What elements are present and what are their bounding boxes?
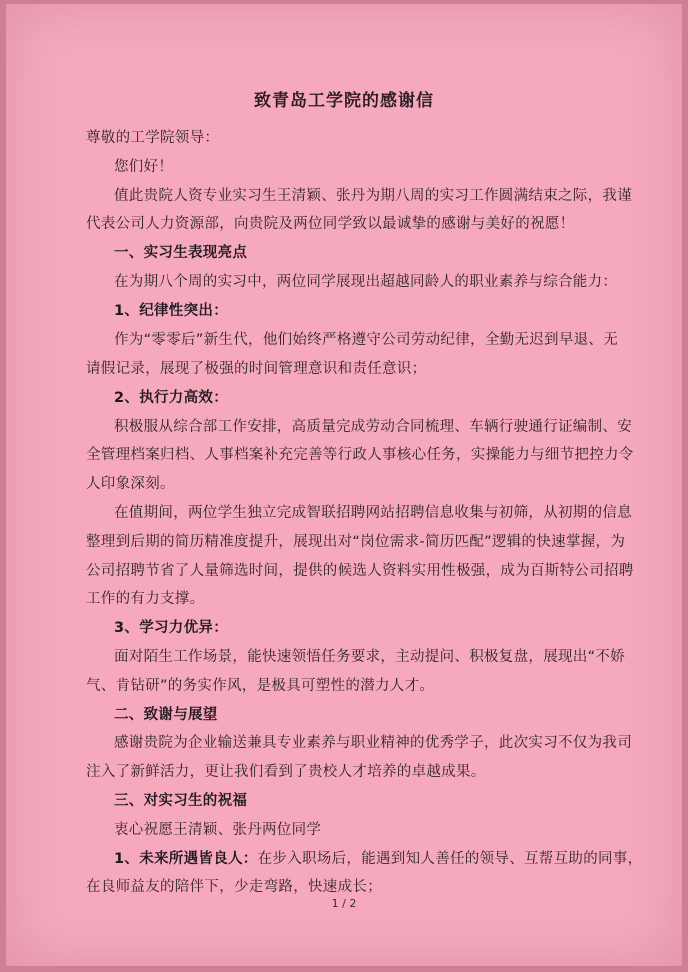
section2-line-2: 注入了新鲜活力，更让我们看到了贵校人才培养的卓越成果。	[86, 764, 486, 780]
letter-title: 致青岛工学院的感谢信	[254, 91, 434, 111]
section3-heading: 三、对实习生的祝福	[114, 793, 248, 809]
wish1-line-2: 在良师益友的陪伴下，少走弯路，快速成长；	[86, 879, 382, 895]
wish1-text: 在步入职场后，能遇到知人善任的领导、互帮互助的同事，	[257, 851, 643, 867]
intro-line-2: 代表公司人力资源部，向贵院及两位同学致以最诚挚的感谢与美好的祝愿！	[86, 216, 575, 232]
point3-line-1: 面对陌生工作场景，能快速领悟任务要求，主动提问、积极复盘，展现出“不娇	[114, 649, 626, 665]
point2b-line-4: 工作的有力支撑。	[86, 591, 205, 607]
point2b-line-3: 公司招聘节省了人量筛选时间，提供的候选人资料实用性极强，成为百斯特公司招聘	[86, 563, 634, 579]
point2-heading: 2、执行力高效：	[114, 390, 228, 406]
point3-heading: 3、学习力优异：	[114, 620, 228, 636]
page-number: 1 / 2	[331, 897, 357, 910]
greeting: 您们好！	[114, 159, 174, 175]
section2-heading: 二、致谢与展望	[114, 707, 218, 723]
section3-lead: 衷心祝愿王清颖、张丹两位同学	[114, 822, 322, 838]
point2-line-3: 人印象深刻。	[86, 476, 175, 492]
wish1-line-1	[114, 847, 642, 868]
section2-line-1: 感谢贵院为企业输送兼具专业素养与职业精神的优秀学子，此次实习不仅为我司	[114, 735, 632, 751]
wish1-label: 1、未来所遇皆良人：	[114, 851, 258, 867]
section1-lead: 在为期八个周的实习中，两位同学展现出超越同龄人的职业素养与综合能力：	[114, 274, 618, 290]
point2b-line-1: 在值期间，两位学生独立完成智联招聘网站招聘信息收集与初筛，从初期的信息	[114, 505, 632, 521]
point1-line-1: 作为“零零后”新生代，他们始终严格遵守公司劳动纪律，全勤无迟到早退、无	[114, 332, 619, 348]
point2-line-1: 积极服从综合部工作安排，高质量完成劳动合同梳理、车辆行驶通行证编制、安	[114, 419, 632, 435]
section1-heading: 一、实习生表现亮点	[114, 245, 248, 261]
point2b-line-2: 整理到后期的简历精准度提升，展现出对“岗位需求-简历匹配”逻辑的快速掌握，为	[86, 534, 626, 550]
point1-line-2: 请假记录，展现了极强的时间管理意识和责任意识；	[86, 361, 427, 377]
point2-line-2: 全管理档案归档、人事档案补充完善等行政人事核心任务，实操能力与细节把控力令	[86, 447, 634, 463]
letter-page	[6, 4, 682, 966]
intro-line-1: 值此贵院人资专业实习生王清颖、张丹为期八周的实习工作圆满结束之际，我谨	[114, 188, 632, 204]
point3-line-2: 气、肯钻研”的务实作风，是极具可塑性的潜力人才。	[86, 678, 435, 694]
salutation: 尊敬的工学院领导：	[86, 130, 220, 146]
point1-heading: 1、纪律性突出：	[114, 303, 228, 319]
